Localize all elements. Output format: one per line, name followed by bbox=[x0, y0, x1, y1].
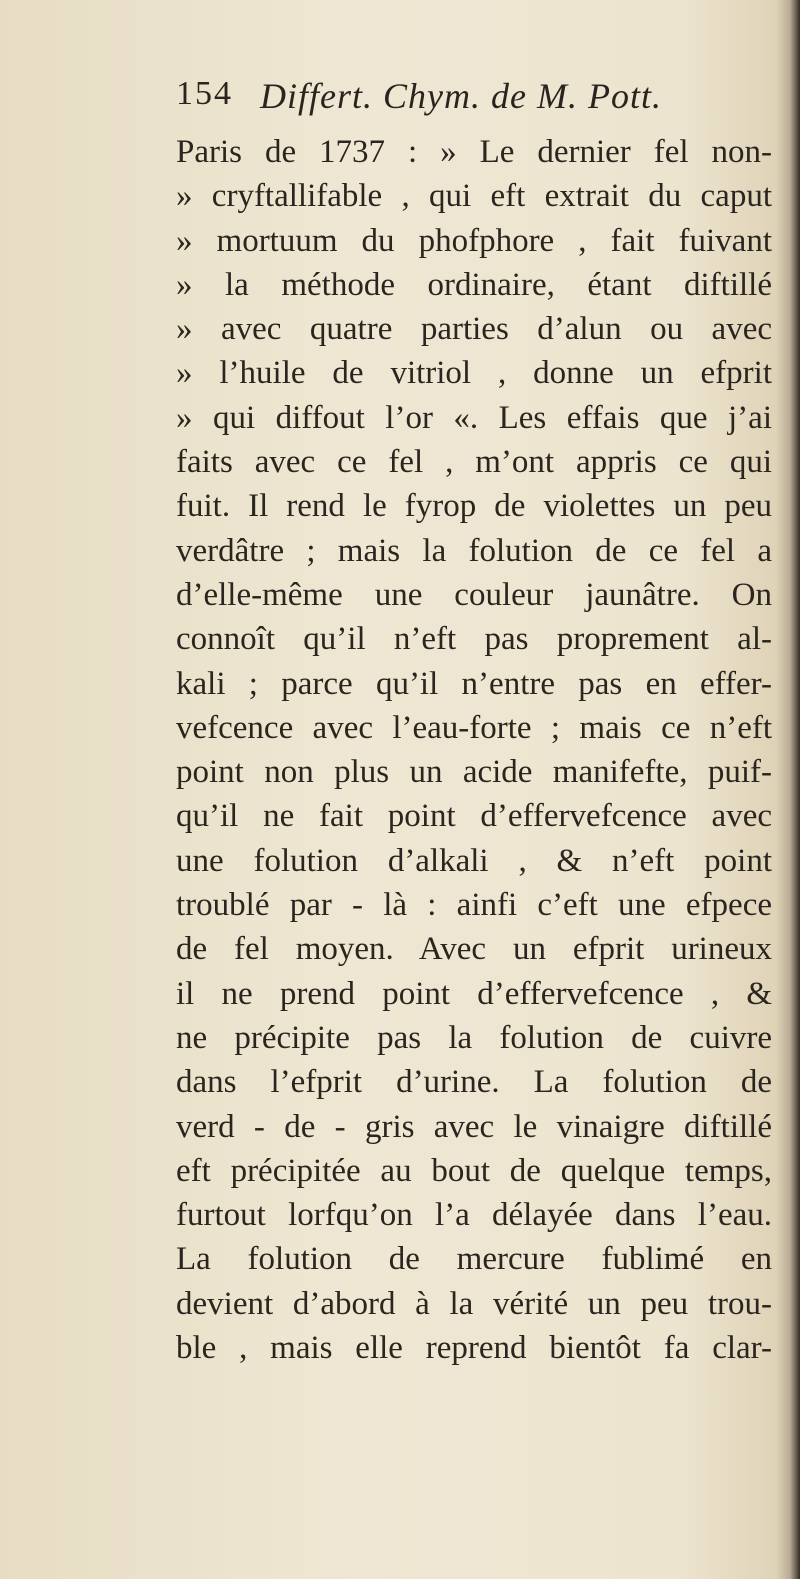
page-edge-shadow bbox=[790, 0, 800, 1579]
text-line: Paris de 1737 : » Le dernier fel non- bbox=[176, 134, 772, 170]
text-line: vefcence avec l’eau-forte ; mais ce n’eft bbox=[176, 709, 772, 746]
text-line: d’elle-même une couleur jaunâtre. On bbox=[176, 576, 772, 613]
text-line: verd - de - gris avec le vinaigre diftillé bbox=[176, 1108, 772, 1145]
running-title: Differt. Chym. de M. Pott. bbox=[260, 76, 662, 116]
text-line: devient d’abord à la vérité un peu trou- bbox=[176, 1285, 772, 1322]
text-line: il ne prend point d’effervefcence , & bbox=[176, 975, 772, 1012]
text-line: ble , mais elle reprend bientôt fa clar- bbox=[176, 1330, 772, 1367]
text-line: une folution d’alkali , & n’eft point bbox=[176, 842, 772, 879]
text-line: » la méthode ordinaire, étant diftillé bbox=[176, 266, 772, 303]
text-line: » qui diffout l’or «. Les effais que j’ai bbox=[176, 399, 772, 436]
text-line: troublé par - là : ainfi c’eft une efpece bbox=[176, 887, 772, 924]
text-line: dans l’efprit d’urine. La folution de bbox=[176, 1064, 772, 1101]
text-line: kali ; parce qu’il n’entre pas en effer- bbox=[176, 665, 772, 702]
text-line: » cryftallifable , qui eft extrait du caput bbox=[176, 178, 772, 215]
text-line: » mortuum du phofphore , fait fuivant bbox=[176, 222, 772, 259]
text-line: eft précipitée au bout de quelque temps, bbox=[176, 1152, 772, 1189]
text-line: de fel moyen. Avec un efprit urineux bbox=[176, 931, 772, 968]
text-line: furtout lorfqu’on l’a délayée dans l’eau. bbox=[176, 1197, 772, 1234]
text-line: verdâtre ; mais la folution de ce fel a bbox=[176, 532, 772, 569]
body-text bbox=[176, 130, 772, 1370]
page-header bbox=[176, 75, 776, 125]
text-line: connoît qu’il n’eft pas proprement al- bbox=[176, 621, 772, 658]
text-line: » avec quatre parties d’alun ou avec bbox=[176, 311, 772, 348]
text-line: point non plus un acide manifefte, puif- bbox=[176, 754, 772, 791]
text-line: ne précipite pas la folution de cuivre bbox=[176, 1019, 772, 1056]
text-line: » l’huile de vitriol , donne un efprit bbox=[176, 355, 772, 392]
text-line: qu’il ne fait point d’effervefcence avec bbox=[176, 798, 772, 835]
text-line: faits avec ce fel , m’ont appris ce qui bbox=[176, 444, 772, 481]
text-line: La folution de mercure fublimé en bbox=[176, 1241, 772, 1278]
page-number: 154 bbox=[176, 75, 233, 112]
text-line: fuit. Il rend le fyrop de violettes un peu bbox=[176, 488, 772, 525]
